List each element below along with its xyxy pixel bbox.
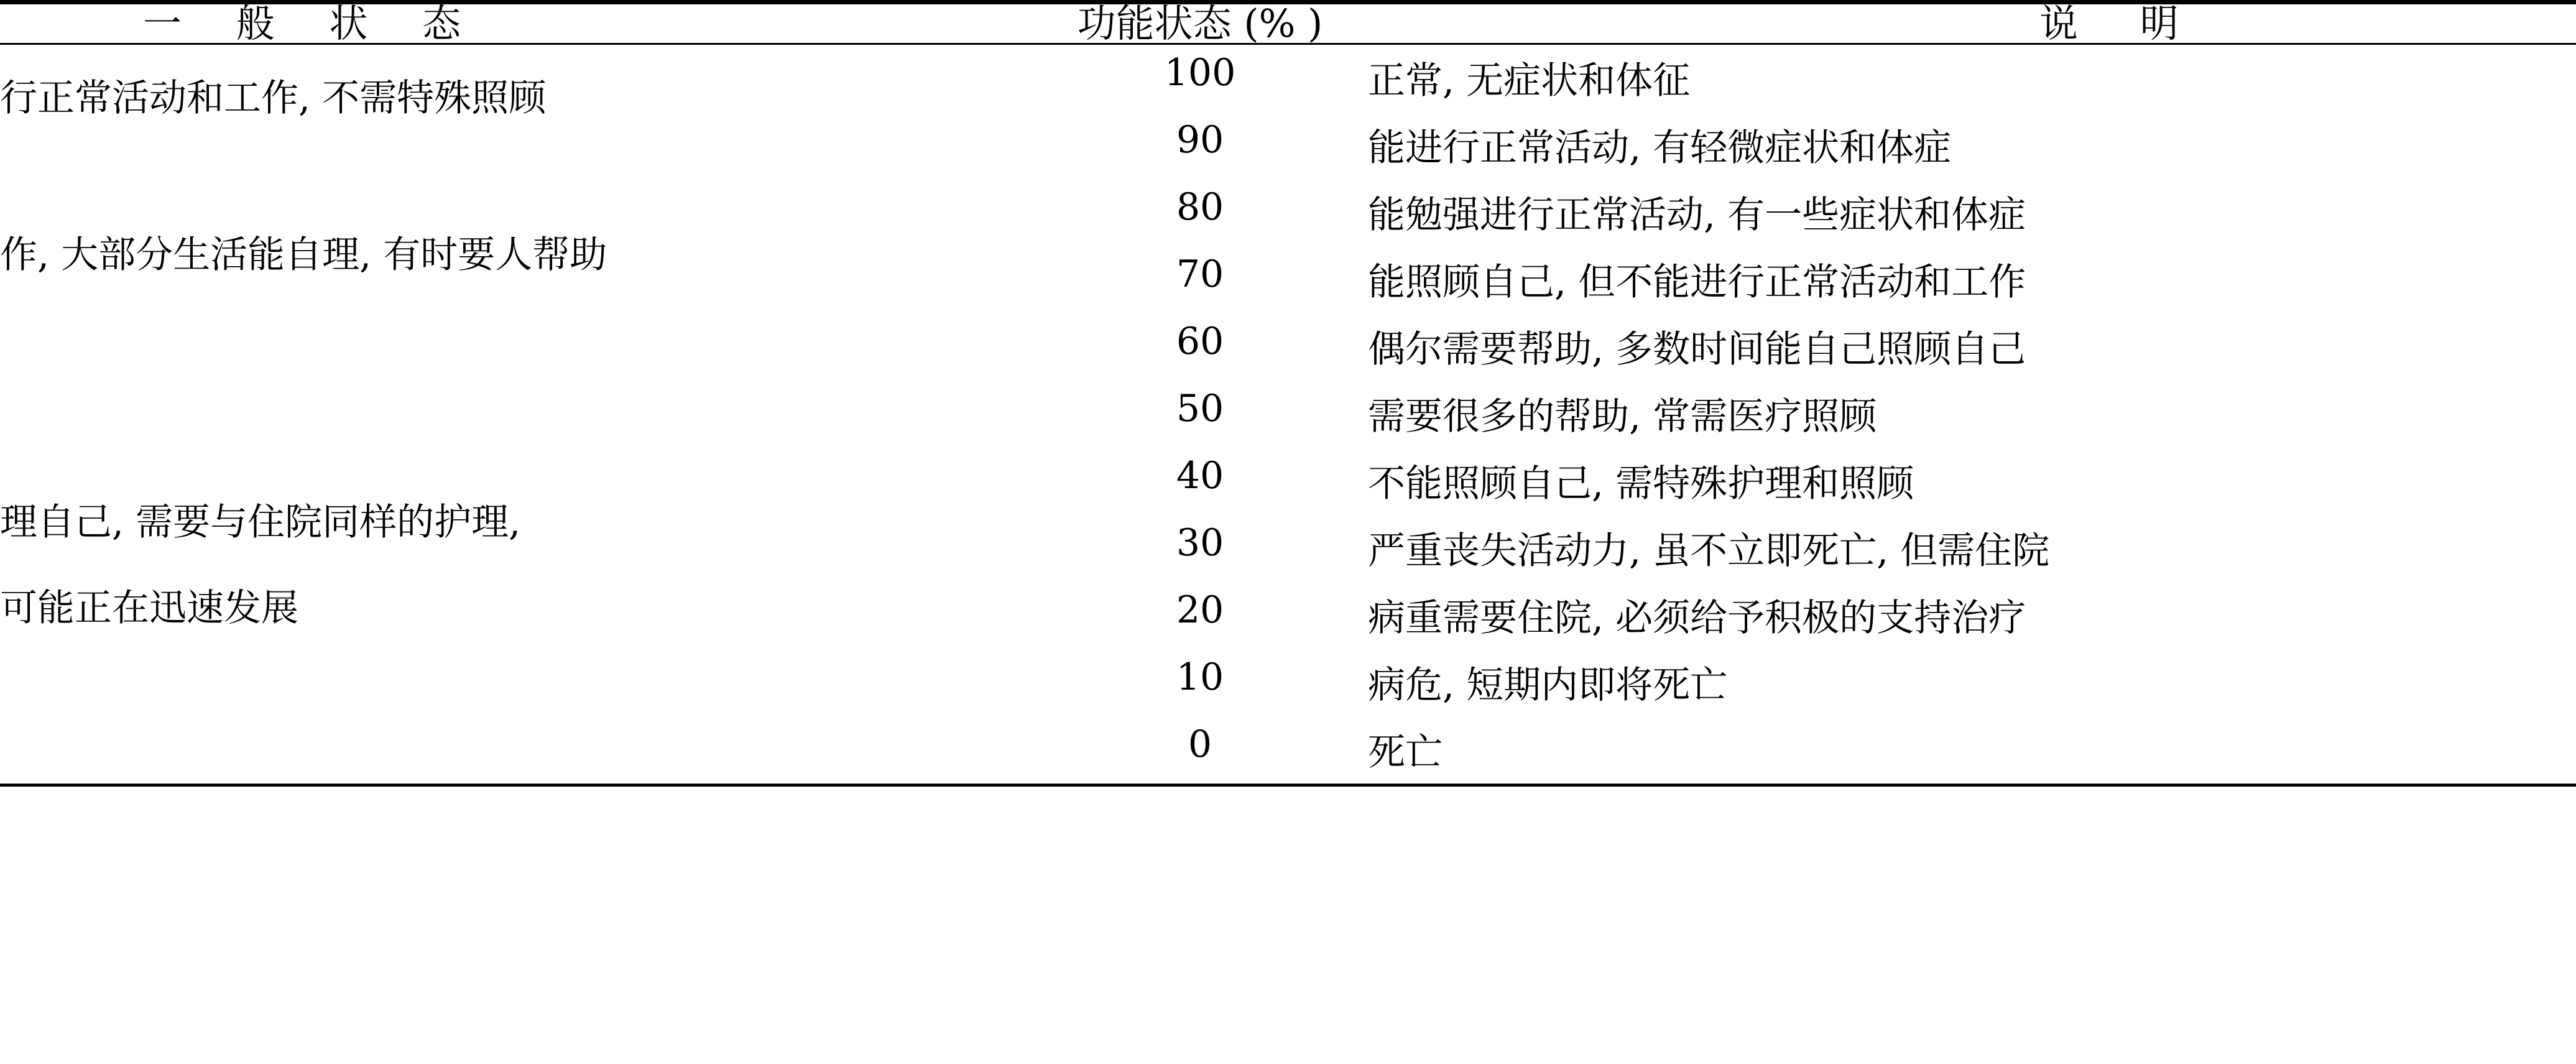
- cell-score: 40: [1176, 454, 1224, 497]
- table-row: [0, 313, 2576, 381]
- cell-score: 30: [1176, 521, 1224, 565]
- header-general-status-label: 一 般 状 态: [143, 1, 482, 46]
- cell-description: 死亡: [1368, 731, 1443, 774]
- table-row: [0, 246, 2576, 313]
- table-row: [0, 45, 2576, 112]
- table-row: [0, 448, 2576, 515]
- table-row: [0, 582, 2576, 649]
- cell-general-status: [0, 582, 1032, 649]
- cell-general-status: [0, 381, 1032, 448]
- cell-description: 能照顾自己, 但不能进行正常活动和工作: [1368, 261, 2026, 304]
- general-status-line: 作, 大部分生活能自理, 有时要人帮助: [0, 233, 607, 277]
- general-status-line: 可能正在迅速发展: [0, 586, 298, 630]
- cell-general-status: [0, 313, 1032, 381]
- cell-score: 60: [1176, 320, 1224, 363]
- general-status-line: 理自己, 需要与住院同样的护理,: [0, 501, 521, 544]
- table-row: [0, 179, 2576, 246]
- cell-score: 20: [1176, 588, 1224, 632]
- table-row: [0, 716, 2576, 784]
- table-row: [0, 649, 2576, 716]
- cell-general-status: [0, 716, 1032, 784]
- cell-general-status: [0, 112, 1032, 179]
- cell-description: 病重需要住院, 必须给予积极的支持治疗: [1368, 596, 2026, 640]
- cell-general-status: [0, 448, 1032, 515]
- cell-general-status: [0, 45, 1032, 112]
- cell-description: 严重丧失活动力, 虽不立即死亡, 但需住院: [1368, 529, 2050, 573]
- table-header-row: [0, 4, 2576, 43]
- table-row: [0, 515, 2576, 582]
- cell-general-status: [0, 179, 1032, 246]
- cell-description: 病危, 短期内即将死亡: [1368, 664, 1728, 707]
- cell-score: 50: [1176, 387, 1224, 430]
- cell-general-status: [0, 246, 1032, 313]
- table-row: [0, 112, 2576, 179]
- cell-score: 100: [1164, 51, 1236, 95]
- table-body: [0, 43, 2576, 784]
- cell-score: 90: [1176, 118, 1224, 162]
- table-row: [0, 381, 2576, 448]
- karnofsky-performance-table: [0, 1, 2576, 784]
- header-description-label: 说 明: [2039, 1, 2204, 46]
- cell-score: 80: [1176, 185, 1224, 229]
- table-bottom-rule: [0, 784, 2576, 787]
- cell-description: 能进行正常活动, 有轻微症状和体症: [1368, 126, 1952, 170]
- header-general-status: [0, 1, 1032, 46]
- cell-description: 偶尔需要帮助, 多数时间能自己照顾自己: [1368, 328, 2026, 371]
- cell-description: 需要很多的帮助, 常需医疗照顾: [1368, 395, 1877, 438]
- cell-description: 正常, 无症状和体征: [1368, 59, 1691, 103]
- cell-score: 0: [1188, 723, 1212, 766]
- cell-score: 10: [1176, 655, 1224, 699]
- cell-general-status: [0, 515, 1032, 582]
- general-status-line: 行正常活动和工作, 不需特殊照顾: [0, 76, 547, 120]
- cell-score: 70: [1176, 252, 1224, 296]
- cell-description: 不能照顾自己, 需特殊护理和照顾: [1368, 462, 1914, 506]
- table-header: [0, 1, 2576, 46]
- cell-general-status: [0, 649, 1032, 716]
- header-functional-status: 功能状态 (% ): [1077, 1, 1323, 46]
- header-description: [1368, 1, 2576, 46]
- cell-description: 能勉强进行正常活动, 有一些症状和体症: [1368, 193, 2026, 237]
